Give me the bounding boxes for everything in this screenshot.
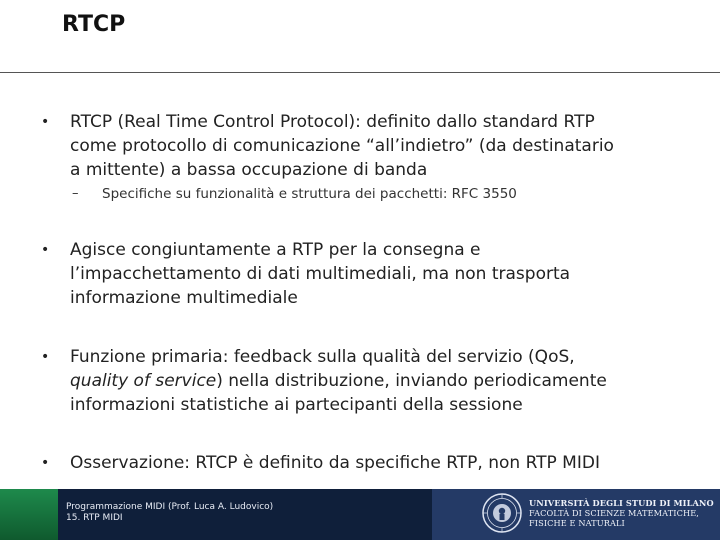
university-seal-icon	[481, 492, 523, 534]
sub-bullet-item: Specifiche su funzionalità e struttura dei pacchetti: RFC 3550	[102, 186, 517, 202]
title-divider	[0, 72, 720, 73]
bullet-marker: •	[41, 455, 50, 471]
bullet-marker: •	[41, 114, 50, 130]
footer-course-info	[66, 502, 273, 524]
bullet-marker: •	[41, 349, 50, 365]
bullet-item-2	[70, 238, 680, 310]
bullet-item-3	[70, 345, 680, 417]
bullet-line: come protocollo di comunicazione “all’indietro” (da destinatario	[70, 136, 614, 156]
bullet-item-1	[70, 110, 680, 182]
footer-course: Programmazione MIDI (Prof. Luca A. Ludovico)	[66, 502, 274, 512]
slide-title: RTCP	[62, 12, 126, 37]
university-name: UNIVERSITÀ DEGLI STUDI DI MILANO	[529, 498, 714, 508]
sub-bullet-marker: –	[72, 186, 79, 201]
bullet-line: a mittente) a bassa occupazione di banda	[70, 160, 428, 180]
bullet-line: l’impacchettamento di dati multimediali, ma non trasporta	[70, 264, 571, 284]
bullet-marker: •	[41, 242, 50, 258]
footer-accent-strip	[0, 489, 58, 540]
bullet-line: Agisce congiuntamente a RTP per la consegna e	[70, 240, 481, 260]
footer-lesson: 15. RTP MIDI	[66, 513, 123, 523]
faculty-name-line1: FACOLTÀ DI SCIENZE MATEMATICHE,	[529, 508, 699, 518]
bullet-line: informazioni statistiche ai partecipanti della sessione	[70, 395, 523, 415]
bullet-line: Funzione primaria: feedback sulla qualità del servizio (QoS,	[70, 347, 575, 367]
bullet-line: Osservazione: RTCP è definito da specifiche RTP, non RTP MIDI	[70, 453, 600, 473]
bullet-item-4	[70, 451, 680, 475]
bullet-line-rest: ) nella distribuzione, inviando periodicamente	[216, 371, 607, 391]
italic-term: quality of service	[70, 371, 217, 391]
faculty-name-line2: FISICHE E NATURALI	[529, 518, 625, 528]
bullet-line	[70, 369, 680, 393]
university-logo-text	[529, 498, 719, 528]
bullet-line: informazione multimediale	[70, 288, 298, 308]
bullet-line: RTCP (Real Time Control Protocol): definito dallo standard RTP	[70, 112, 595, 132]
